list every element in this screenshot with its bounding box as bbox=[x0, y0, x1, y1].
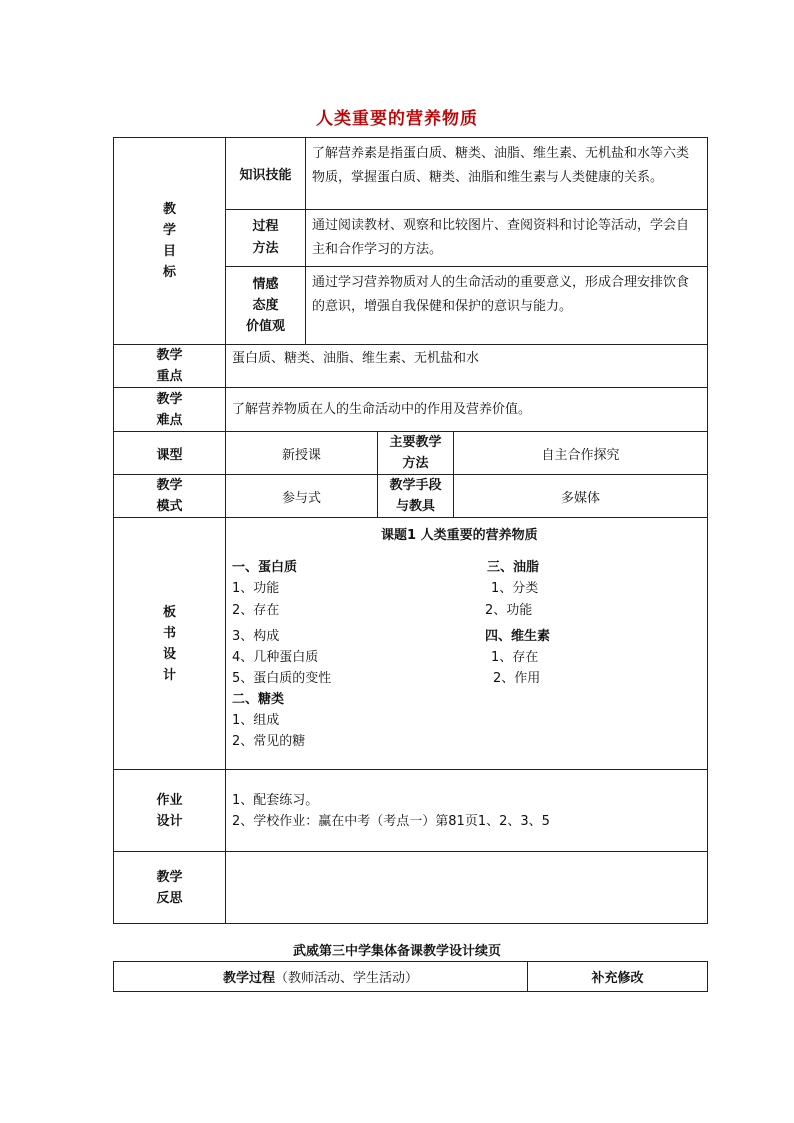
continuation-table bbox=[113, 961, 708, 992]
reflection-content bbox=[226, 852, 708, 924]
board-content bbox=[226, 518, 708, 770]
board-protein-item-5: 5、蛋白质的变性 bbox=[232, 671, 332, 686]
page-title: 人类重要的营养物质 bbox=[316, 109, 478, 129]
teaching-process-note: （教师活动、学生活动） bbox=[275, 971, 419, 986]
goals-label: 教 学 目 标 bbox=[114, 138, 226, 345]
homework-line-1: 1、配套练习。 bbox=[232, 792, 319, 808]
board-protein-item-2: 2、存在 bbox=[232, 603, 280, 618]
board-vitamin-heading: 四、维生素 bbox=[485, 629, 551, 644]
reflection-label: 教学 反思 bbox=[114, 852, 226, 924]
board-vitamin-item-1: 1、存在 bbox=[491, 650, 539, 665]
process-label: 过程 方法 bbox=[226, 210, 306, 267]
board-protein-item-3: 3、构成 bbox=[232, 629, 280, 644]
teaching-process-label: 教学过程 bbox=[222, 971, 275, 986]
method-value: 自主合作探究 bbox=[454, 432, 708, 475]
board-protein-item-4: 4、几种蛋白质 bbox=[232, 650, 319, 665]
knowledge-text: 了解营养素是指蛋白质、糖类、油脂、维生素、无机盐和水等六类物质，掌握蛋白质、糖类、油脂和维生素与人类健康的关系。 bbox=[306, 138, 708, 210]
mode-value: 参与式 bbox=[226, 475, 378, 518]
board-fat-heading: 三、油脂 bbox=[487, 560, 540, 575]
board-sugar-item-1: 1、组成 bbox=[232, 713, 280, 728]
board-label: 板 书 设 计 bbox=[114, 518, 226, 770]
board-heading: 课题1 人类重要的营养物质 bbox=[381, 528, 538, 543]
homework-line-2: 2、学校作业：赢在中考（考点一）第81页1、2、3、5 bbox=[232, 813, 550, 829]
supplement-header: 补充修改 bbox=[528, 962, 708, 992]
board-vitamin-item-2: 2、作用 bbox=[493, 671, 541, 686]
board-fat-item-1: 1、分类 bbox=[491, 581, 539, 596]
board-sugar-item-2: 2、常见的糖 bbox=[232, 734, 306, 749]
board-fat-item-2: 2、功能 bbox=[485, 603, 533, 618]
attitude-label: 情感 态度 价值观 bbox=[226, 267, 306, 345]
tools-value: 多媒体 bbox=[454, 475, 708, 518]
board-protein-heading: 一、蛋白质 bbox=[232, 560, 298, 575]
attitude-text: 通过学习营养物质对人的生命活动的重要意义，形成合理安排饮食的意识，增强自我保健和保护的意识与能力。 bbox=[306, 267, 708, 345]
key-points-label: 教学 重点 bbox=[114, 345, 226, 388]
tools-label: 教学手段 与教具 bbox=[378, 475, 454, 518]
key-points-text: 蛋白质、糖类、油脂、维生素、无机盐和水 bbox=[226, 345, 708, 388]
process-text: 通过阅读教材、观察和比较图片、查阅资料和讨论等活动，学会自主和合作学习的方法。 bbox=[306, 210, 708, 267]
continuation-title: 武威第三中学集体备课教学设计续页 bbox=[292, 944, 501, 959]
homework-label: 作业 设计 bbox=[114, 770, 226, 852]
difficulty-text: 了解营养物质在人的生命活动中的作用及营养价值。 bbox=[226, 388, 708, 432]
homework-content bbox=[226, 770, 708, 852]
lesson-plan-table bbox=[113, 137, 708, 924]
method-label: 主要教学 方法 bbox=[378, 432, 454, 475]
mode-label: 教学 模式 bbox=[114, 475, 226, 518]
board-sugar-heading: 二、糖类 bbox=[232, 692, 285, 707]
lesson-type-label: 课型 bbox=[114, 432, 226, 475]
knowledge-label: 知识技能 bbox=[226, 138, 306, 210]
teaching-process-header bbox=[114, 962, 528, 992]
lesson-type-value: 新授课 bbox=[226, 432, 378, 475]
board-protein-item-1: 1、功能 bbox=[232, 581, 280, 596]
difficulty-label: 教学 难点 bbox=[114, 388, 226, 432]
